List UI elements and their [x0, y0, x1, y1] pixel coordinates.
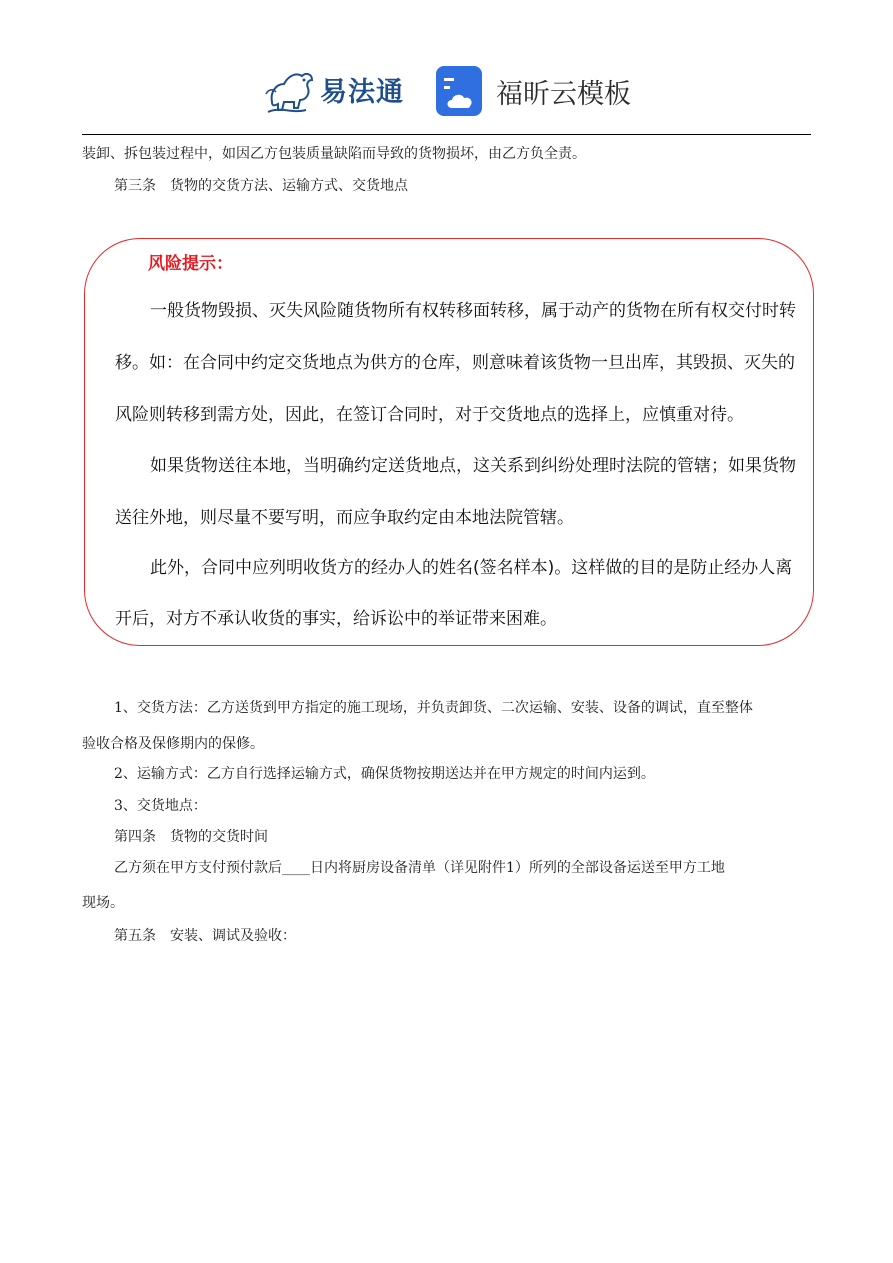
risk-notice-line: 风险则转移到需方处，因此，在签订合同时，对于交货地点的选择上，应慎重对待。 [115, 405, 744, 425]
risk-notice-line: 一般货物毁损、灭失风险随货物所有权转移面转移，属于动产的货物在所有权交付时转 [150, 301, 796, 321]
risk-notice-line: 如果货物送往本地，当明确约定送货地点，这关系到纠纷处理时法院的管辖；如果货物 [150, 456, 796, 476]
clause-item-1: 1、交货方法：乙方送货到甲方指定的施工现场，并负责卸货、二次运输、安装、设备的调试，直至整体 [114, 700, 753, 716]
article-4-text: 乙方须在甲方支付预付款后____日内将厨房设备清单（详见附件1）所列的全部设备运送至甲方工地 [114, 860, 725, 876]
article-4-heading: 第四条 货物的交货时间 [114, 829, 268, 845]
brand-left-text: 易法通 [320, 77, 404, 108]
risk-notice-line: 移。如：在合同中约定交货地点为供方的仓库，则意味着该货物一旦出库，其毁损、灭失的 [115, 353, 795, 373]
yifatong-logo [262, 62, 422, 118]
brand-right-text: 福昕云模板 [496, 79, 631, 110]
cloud-document-icon [436, 64, 486, 118]
fuxin-logo [436, 64, 636, 118]
header-divider [82, 134, 811, 135]
risk-notice-line: 送往外地，则尽量不要写明，而应争取约定由本地法院管辖。 [115, 508, 574, 528]
paragraph-line: 装卸、拆包装过程中，如因乙方包装质量缺陷而导致的货物损坏，由乙方负全责。 [82, 146, 586, 162]
qilin-emblem-icon [262, 62, 320, 118]
clause-item-2: 2、运输方式：乙方自行选择运输方式，确保货物按期送达并在甲方规定的时间内运到。 [114, 766, 655, 782]
clause-item-1-cont: 验收合格及保修期内的保修。 [82, 736, 264, 752]
risk-notice-line: 此外，合同中应列明收货方的经办人的姓名(签名样本)。这样做的目的是防止经办人离 [150, 558, 793, 578]
risk-notice-line: 开后，对方不承认收货的事实，给诉讼中的举证带来困难。 [115, 609, 557, 629]
article-3-heading: 第三条 货物的交货方法、运输方式、交货地点 [114, 178, 408, 194]
article-4-text-cont: 现场。 [82, 895, 124, 911]
risk-notice-title: 风险提示： [148, 254, 233, 274]
clause-item-3: 3、交货地点： [114, 798, 207, 814]
article-5-heading: 第五条 安装、调试及验收： [114, 928, 296, 944]
page-header [0, 0, 893, 135]
